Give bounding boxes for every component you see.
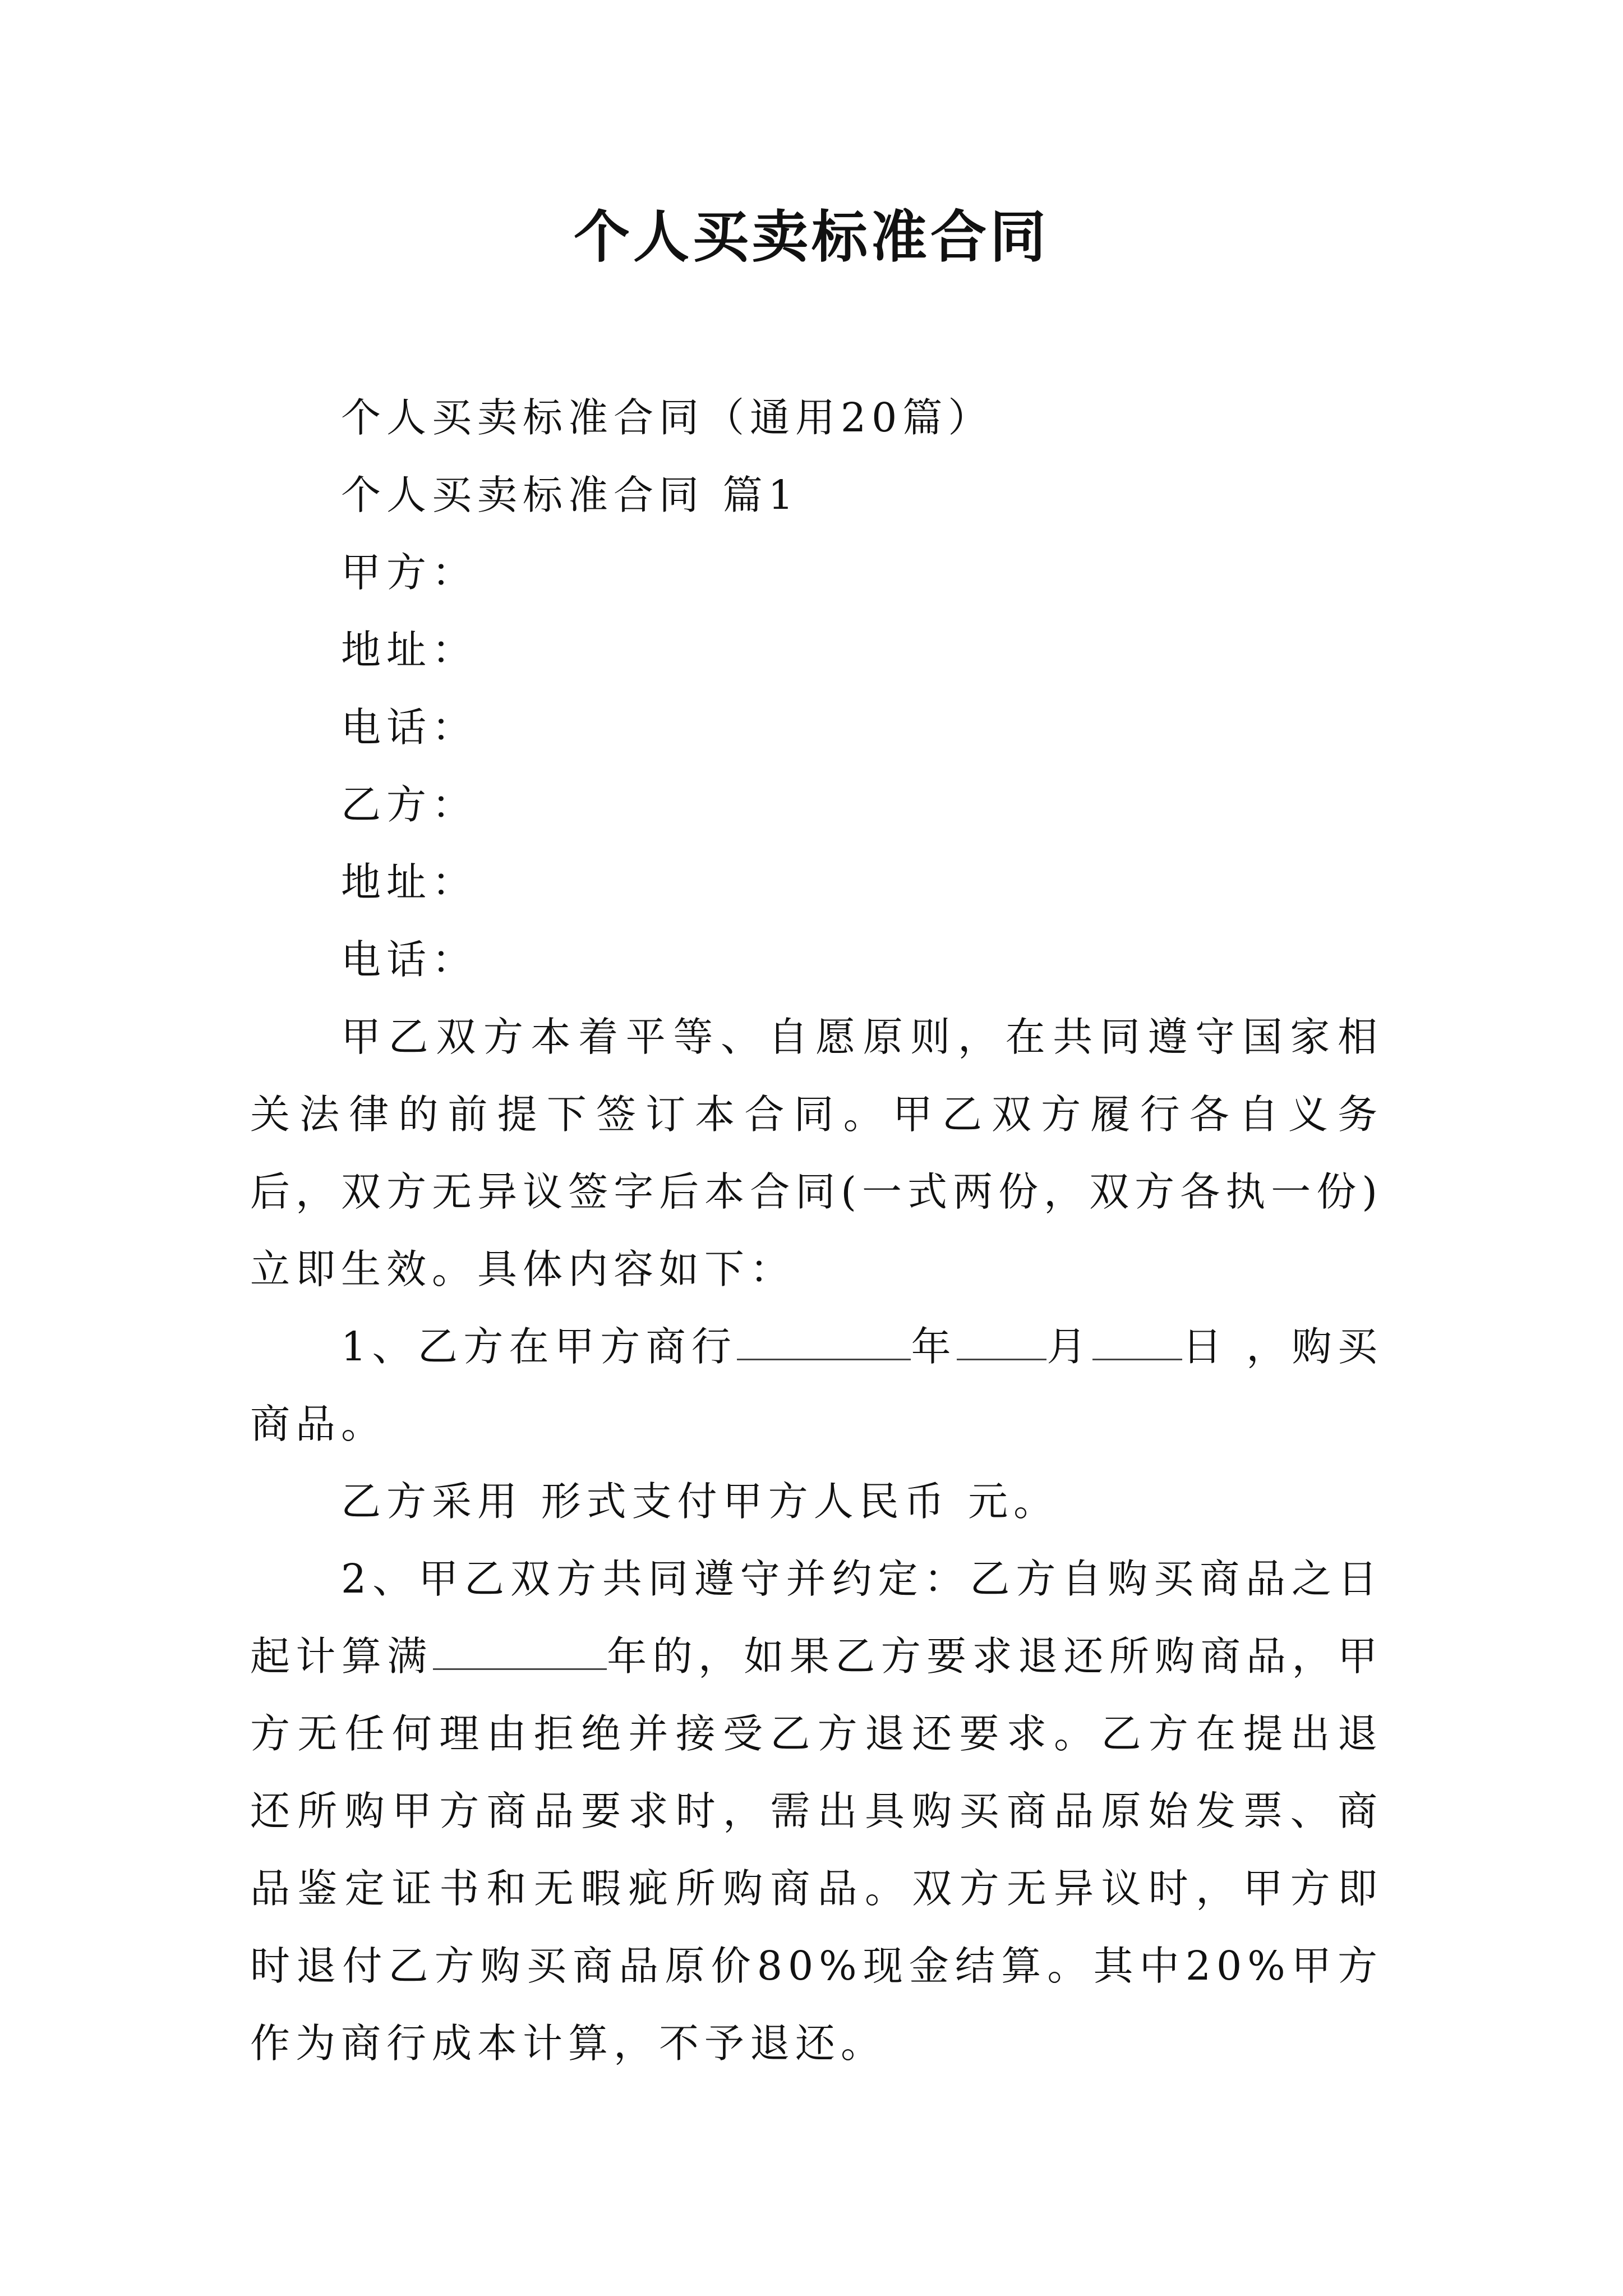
clause-2-text-end: 年的，如果乙方要求退还所购商品，甲方无任何理由拒绝并接受乙方退还要求。乙方在提出退还所购甲方商品要求时，需出具购买商品原始发票、商品鉴定证书和无暇疵所购商品。双方无异议时，甲方即时退付乙方购买商品原价80%现金结算。其中20%甲方作为商行成本计算，不予退还。 — [250, 1633, 1383, 2067]
year-label: 年 — [911, 1323, 957, 1370]
day-blank — [1092, 1324, 1182, 1360]
payment-paragraph: 乙方采用 形式支付甲方人民币 元。 — [341, 1478, 1059, 1525]
intro-paragraph: 甲乙双方本着平等、自愿原则，在共同遵守国家相关法律的前提下签订本合同。甲乙双方履行各自义务后，双方无异议签字后本合同(一式两份，双方各执一份)立即生效。具体内容如下： — [250, 1014, 1383, 1292]
collection-title: 个人买卖标准合同（通用20篇） — [341, 394, 994, 441]
party-b-address-label: 地址： — [341, 859, 478, 905]
merchant-blank — [737, 1324, 911, 1360]
article-title: 个人买卖标准合同 篇1 — [341, 472, 799, 518]
clause-2 — [250, 1540, 1383, 2082]
clause-1 — [250, 1308, 1383, 1463]
clause-2-text-start: 2、甲乙双方共同遵守并约定：乙方自购买商品之日起计算满 — [250, 1556, 1383, 1680]
month-label: 月 — [1046, 1323, 1092, 1370]
document-title: 个人买卖标准合同 — [574, 204, 1049, 270]
party-a-address-label: 地址： — [341, 627, 478, 673]
clause-1-text: 1、乙方在甲方商行 — [341, 1323, 737, 1370]
day-label: 日 ，购买商品。 — [250, 1323, 1383, 1447]
party-b-phone-label: 电话： — [341, 936, 478, 983]
document-body — [250, 379, 1383, 2082]
years-blank — [433, 1634, 607, 1670]
party-a-phone-label: 电话： — [341, 704, 478, 751]
month-blank — [957, 1324, 1046, 1360]
party-a-name-label: 甲方： — [341, 549, 478, 596]
party-b-name-label: 乙方： — [341, 781, 478, 828]
